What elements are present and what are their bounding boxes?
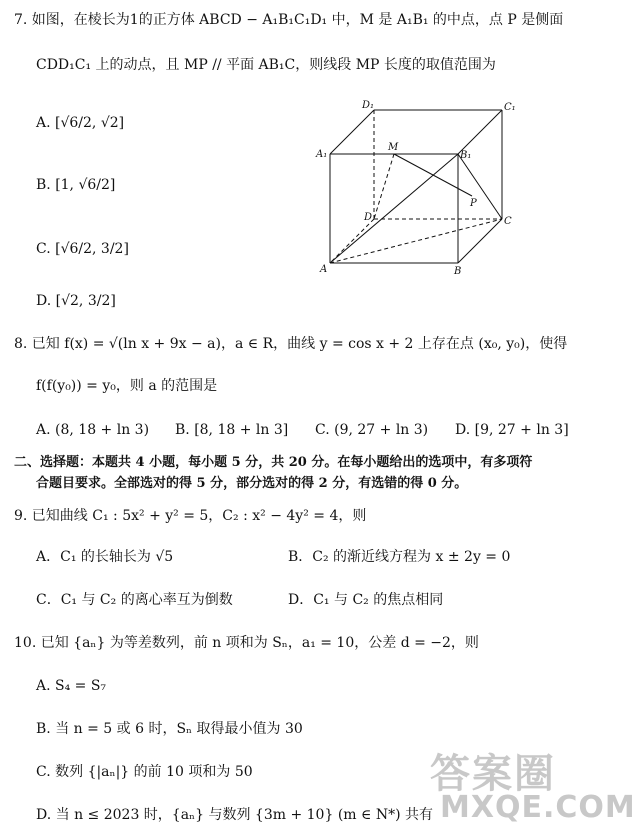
- q7-option-c: C. [√6/2, 3/2]: [36, 241, 129, 257]
- q8-option-d: D. [9, 27 + ln 3]: [455, 422, 569, 438]
- q7-stem-line2: CDD₁C₁ 上的动点，且 MP // 平面 AB₁C，则线段 MP 长度的取值范围为: [36, 57, 496, 73]
- label-c: C: [504, 216, 512, 227]
- label-p: P: [470, 198, 477, 209]
- q10-option-c: C. 数列 {|aₙ|} 的前 10 项和为 50: [36, 764, 253, 780]
- q7-option-a: A. [√6/2, √2]: [36, 115, 125, 131]
- q8-stem-line2: f(f(y₀)) = y₀，则 a 的范围是: [36, 378, 218, 394]
- label-a: A: [320, 264, 328, 275]
- label-a1: A₁: [316, 149, 328, 160]
- edge-da: [330, 219, 374, 263]
- q9-option-a: A．C₁ 的长轴长为 √5: [36, 549, 174, 565]
- segment-md: [374, 154, 394, 219]
- q9-stem: 9. 已知曲线 C₁ : 5x² + y² = 5，C₂ : x² − 4y² = 4，则: [14, 508, 367, 524]
- q8-stem-line1: 8. 已知 f(x) = √(ln x + 9x − a)，a ∈ R，曲线 y = cos x + 2 上存在点 (x₀, y₀)，使得: [14, 336, 568, 352]
- cube-figure: [312, 96, 522, 276]
- label-b1: B₁: [460, 150, 472, 161]
- edge-b1c1: [458, 110, 502, 154]
- label-c1: C₁: [504, 102, 516, 113]
- segment-b1c: [458, 154, 502, 219]
- q10-option-b: B. 当 n = 5 或 6 时，Sₙ 取得最小值为 30: [36, 721, 303, 737]
- label-b: B: [454, 266, 462, 277]
- q10-option-d: D. 当 n ≤ 2023 时，{aₙ} 与数列 {3m + 10} (m ∈ N*) 共有: [36, 807, 433, 823]
- q10-stem: 10. 已知 {aₙ} 为等差数列，前 n 项和为 Sₙ，a₁ = 10，公差 d = −2，则: [14, 635, 479, 651]
- watermark-cn: 答案圈: [430, 751, 556, 797]
- watermark-en: MXQE.COM: [440, 790, 636, 825]
- q7-stem-line1: 7. 如图，在棱长为1的正方体 ABCD − A₁B₁C₁D₁ 中，M 是 A₁B₁ 的中点，点 P 是侧面: [14, 12, 564, 28]
- q9-option-d: D．C₁ 与 C₂ 的焦点相同: [288, 592, 444, 608]
- q8-option-a: A. (8, 18 + ln 3): [36, 422, 150, 438]
- label-d1: D₁: [362, 100, 375, 111]
- q9-option-c: C．C₁ 与 C₂ 的离心率互为倒数: [36, 592, 233, 608]
- section2-heading-line1: 二、选择题：本题共 4 小题，每小题 5 分，共 20 分。在每小题给出的选项中，有多项符: [14, 455, 533, 470]
- q10-option-a: A. S₄ = S₇: [36, 678, 107, 694]
- q9-option-b: B．C₂ 的渐近线方程为 x ± 2y = 0: [288, 549, 511, 565]
- label-m: M: [388, 142, 399, 153]
- edge-d1a1: [330, 110, 374, 154]
- watermark-logo: [430, 742, 636, 837]
- q7-option-d: D. [√2, 3/2]: [36, 293, 116, 309]
- q7-option-b: B. [1, √6/2]: [36, 177, 116, 193]
- q8-option-c: C. (9, 27 + ln 3): [315, 422, 429, 438]
- q8-option-b: B. [8, 18 + ln 3]: [175, 422, 289, 438]
- edge-bc: [458, 219, 502, 263]
- section2-heading-line2: 合题目要求。全部选对的得 5 分，部分选对的得 2 分，有选错的得 0 分。: [36, 476, 468, 491]
- label-d: D: [364, 212, 373, 223]
